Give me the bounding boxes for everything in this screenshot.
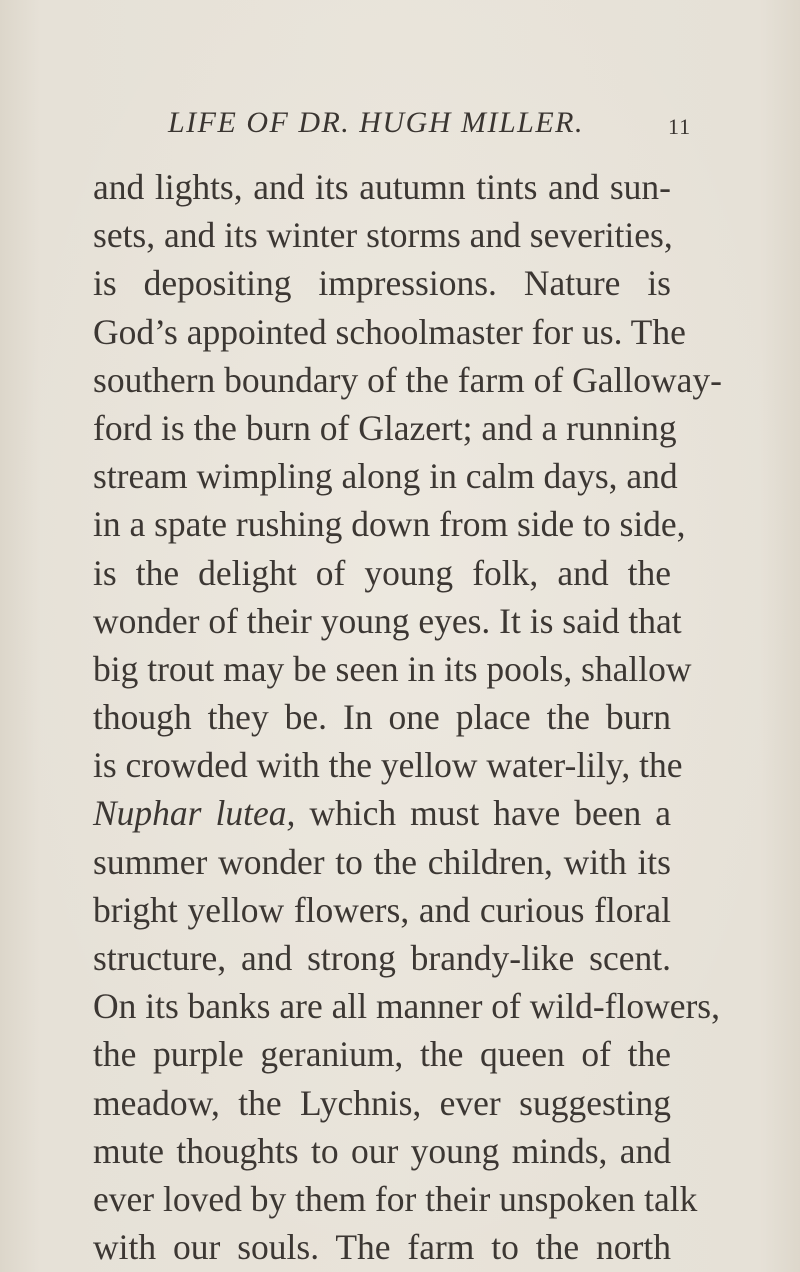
text-line-with-italic: [93, 789, 671, 837]
text-line: is the delight of young folk, and the: [93, 552, 671, 593]
text-line: bright yellow flowers, and curious floral: [93, 889, 671, 930]
text-line: ever loved by them for their unspoken talk: [93, 1178, 698, 1219]
text-line: with our souls. The farm to the north: [93, 1227, 671, 1268]
text-line: On its banks are all manner of wild-flowers,: [93, 986, 720, 1027]
text-line: and lights, and its autumn tints and sun-: [93, 167, 671, 207]
text-line-remainder: which must have been a: [309, 793, 671, 834]
page-number: 11: [668, 114, 692, 139]
italic-species-name: Nuphar lutea,: [93, 793, 296, 834]
text-line: southern boundary of the farm of Galloway-: [93, 359, 722, 400]
text-line: big trout may be seen in its pools, shallow: [93, 648, 692, 689]
text-line: summer wonder to the children, with its: [93, 841, 671, 882]
running-title: LIFE OF DR. HUGH MILLER.: [168, 106, 584, 139]
text-line: wonder of their young eyes. It is said that: [93, 600, 682, 641]
text-line: structure, and strong brandy-like scent.: [93, 938, 671, 978]
text-line: is depositing impressions. Nature is: [93, 263, 671, 304]
body-paragraph: [93, 163, 722, 1271]
text-line: meadow, the Lychnis, ever suggesting: [93, 1082, 671, 1123]
text-line: God’s appointed schoolmaster for us. The: [93, 311, 686, 352]
text-line: though they be. In one place the burn: [93, 697, 671, 738]
text-line: ford is the burn of Glazert; and a running: [93, 407, 677, 448]
text-line: sets, and its winter storms and severities,: [93, 215, 673, 256]
text-line: stream wimpling along in calm days, and: [93, 456, 678, 497]
text-line: mute thoughts to our young minds, and: [93, 1130, 671, 1171]
text-line: the purple geranium, the queen of the: [93, 1034, 671, 1075]
text-line: is crowded with the yellow water-lily, the: [93, 745, 683, 786]
text-line: in a spate rushing down from side to side,: [93, 504, 686, 545]
